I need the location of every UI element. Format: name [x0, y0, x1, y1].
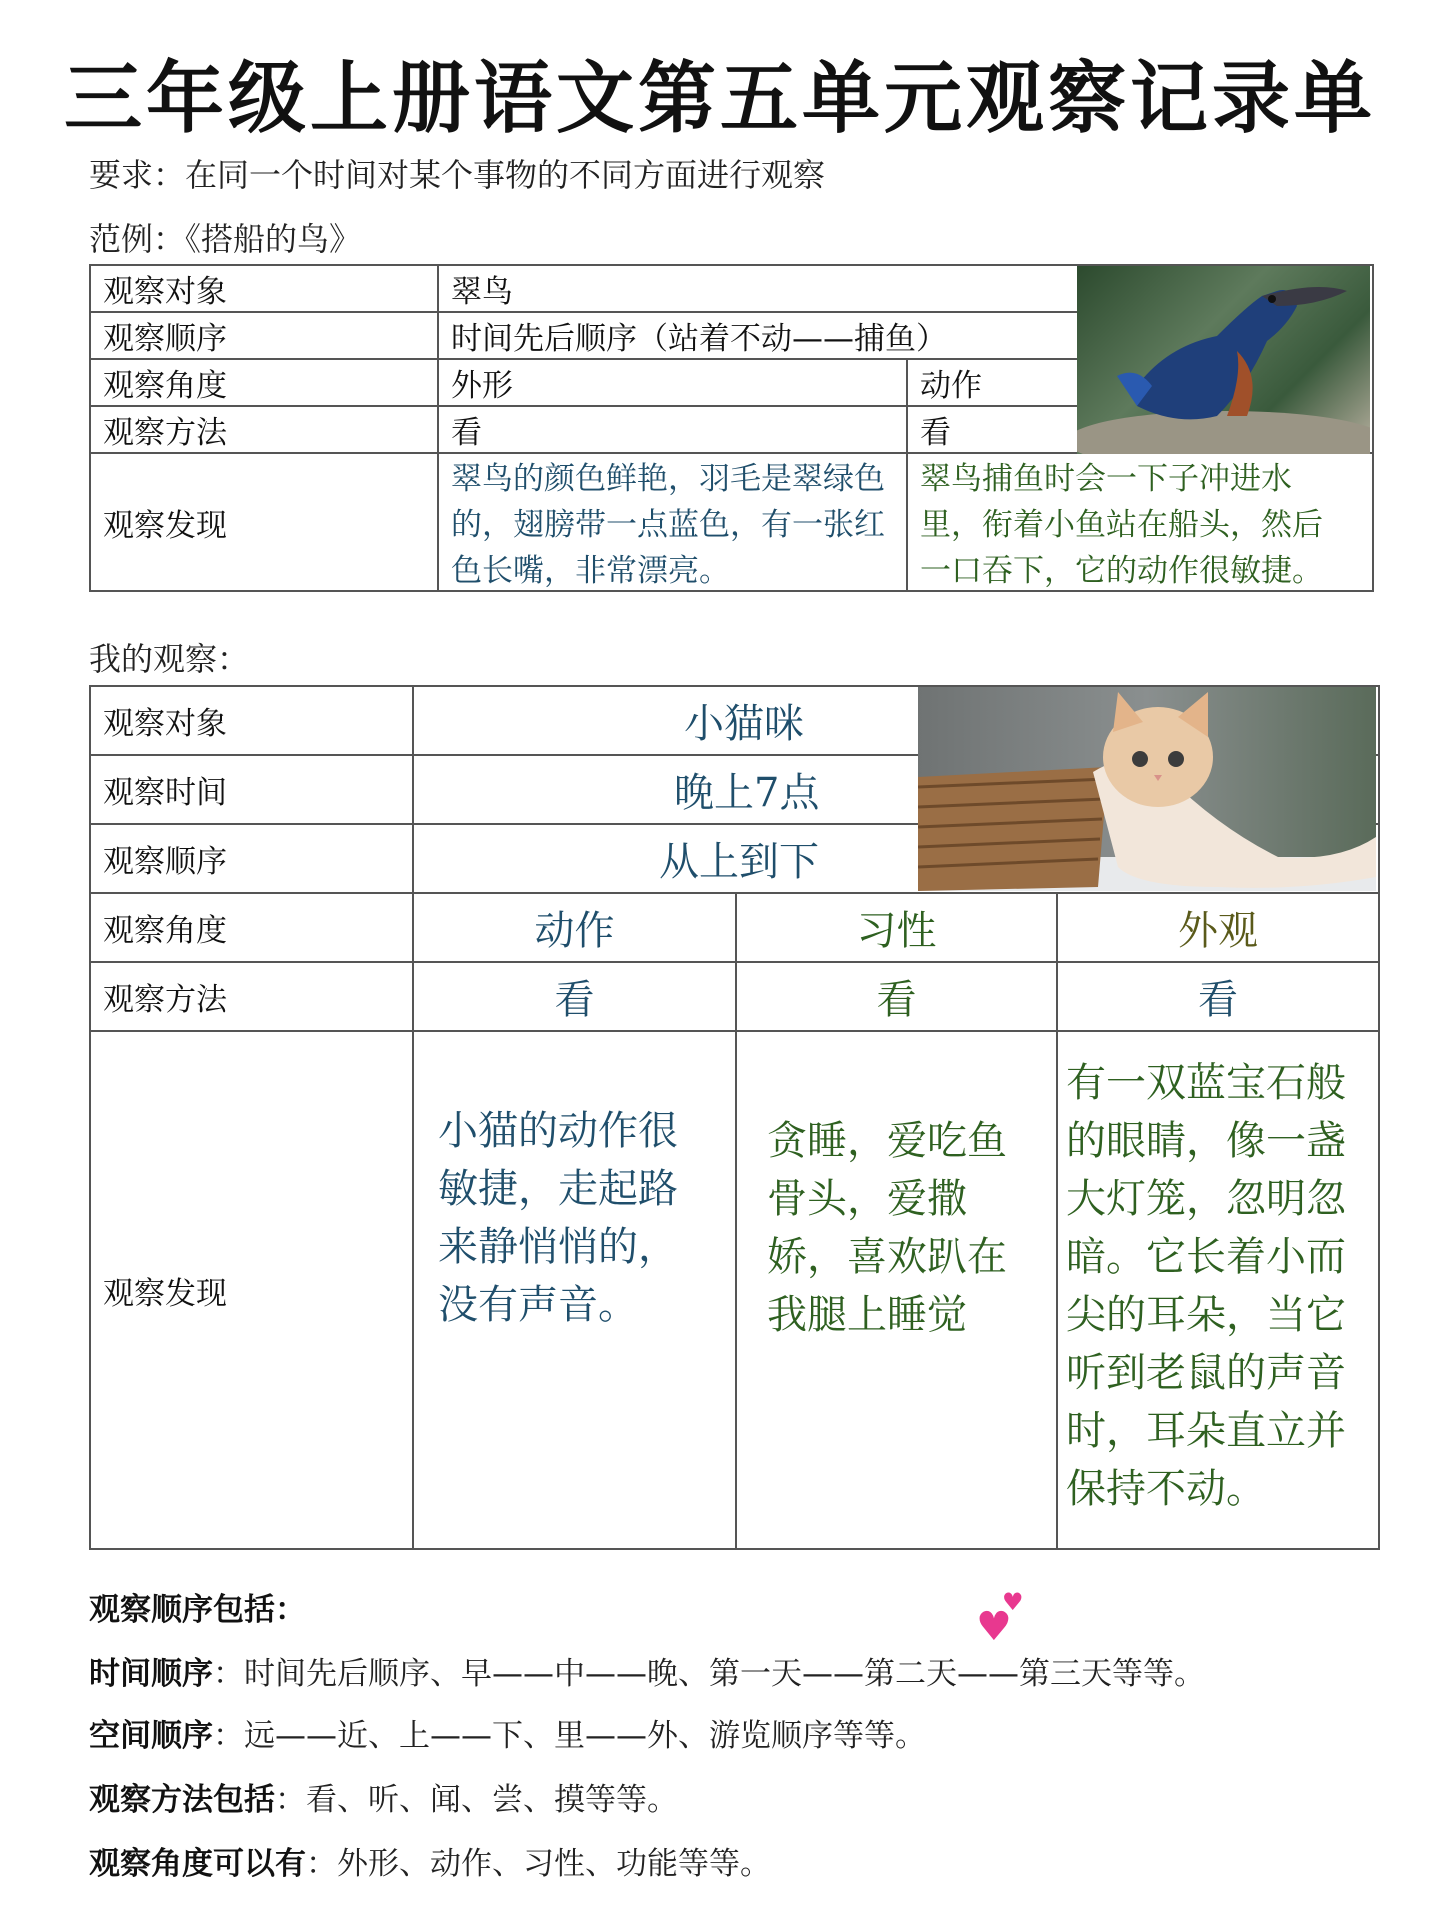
example-label: 范例： — [89, 220, 186, 258]
table-row — [90, 1031, 1379, 1549]
time-order-note: 时间顺序：时间先后顺序、早——中——晚、第一天——第二天——第三天等等。 — [89, 1656, 1205, 1692]
row-label: 观察方法 — [90, 406, 438, 453]
row-label: 观察方法 — [90, 962, 413, 1031]
row-value: 翠鸟 — [438, 265, 1078, 312]
time-value: 晚上7点 — [413, 755, 1379, 824]
row-label: 观察对象 — [90, 686, 413, 755]
my-observation-label: 我的观察： — [89, 640, 250, 678]
row-label: 观察顺序 — [90, 824, 413, 893]
row-label: 观察顺序 — [90, 312, 438, 359]
method-2: 看 — [736, 962, 1057, 1031]
page-title: 三年级上册语文第五单元观察记录单 — [63, 54, 1376, 144]
order-heading: 观察顺序包括： — [89, 1592, 306, 1628]
angle-appearance: 外观 — [1057, 893, 1379, 962]
row-label: 观察对象 — [90, 265, 438, 312]
row-value: 外形 — [438, 359, 907, 406]
angles-note: 观察角度可以有：外形、动作、习性、功能等等。 — [89, 1846, 771, 1882]
method-1: 看 — [413, 962, 736, 1031]
finding-habit: 贪睡，爱吃鱼骨头，爱撒娇，喜欢趴在我腿上睡觉 — [736, 1031, 1057, 1549]
table-row — [90, 893, 1379, 962]
row-label: 观察发现 — [90, 453, 438, 591]
method-3: 看 — [1057, 962, 1379, 1031]
heart-icon: ♥ — [976, 1604, 1012, 1650]
methods-note: 观察方法包括：看、听、闻、尝、摸等等。 — [89, 1782, 678, 1818]
table-row — [90, 453, 1373, 591]
row-label: 观察角度 — [90, 359, 438, 406]
finding-action: 翠鸟捕鱼时会一下子冲进水里，衔着小鱼站在船头，然后一口吞下，它的动作很敏捷。 — [907, 453, 1373, 591]
kitten-photo — [918, 687, 1376, 891]
heart-icon-small: ♥ — [1002, 1588, 1024, 1616]
requirement-text: 在同一个时间对某个事物的不同方面进行观察 — [185, 156, 826, 194]
example-title: 《搭船的鸟》 — [185, 220, 362, 258]
angle-habit: 习性 — [736, 893, 1057, 962]
subject-value: 小猫咪 — [413, 686, 1379, 755]
finding-appearance: 有一双蓝宝石般的眼睛，像一盏大灯笼，忽明忽暗。它长着小而尖的耳朵，当它听到老鼠的声音时，耳朵直立并保持不动。 — [1057, 1031, 1379, 1549]
finding-action: 小猫的动作很敏捷，走起路来静悄悄的，没有声音。 — [413, 1031, 736, 1549]
example-line — [89, 214, 361, 260]
kingfisher-photo — [1077, 266, 1370, 454]
requirement-line — [89, 150, 825, 196]
row-value: 看 — [438, 406, 907, 453]
requirement-label: 要求： — [89, 156, 186, 194]
row-value: 看 — [907, 406, 1078, 453]
table-row — [90, 962, 1379, 1031]
finding-appearance: 翠鸟的颜色鲜艳，羽毛是翠绿色的，翅膀带一点蓝色，有一张红色长嘴，非常漂亮。 — [438, 453, 907, 591]
angle-action: 动作 — [413, 893, 736, 962]
row-value: 时间先后顺序（站着不动——捕鱼） — [438, 312, 1078, 359]
row-label: 观察时间 — [90, 755, 413, 824]
space-order-note: 空间顺序：远——近、上——下、里——外、游览顺序等等。 — [89, 1718, 926, 1754]
row-value: 动作 — [907, 359, 1078, 406]
row-label: 观察发现 — [90, 1031, 413, 1549]
order-value: 从上到下 — [413, 824, 1379, 893]
row-label: 观察角度 — [90, 893, 413, 962]
